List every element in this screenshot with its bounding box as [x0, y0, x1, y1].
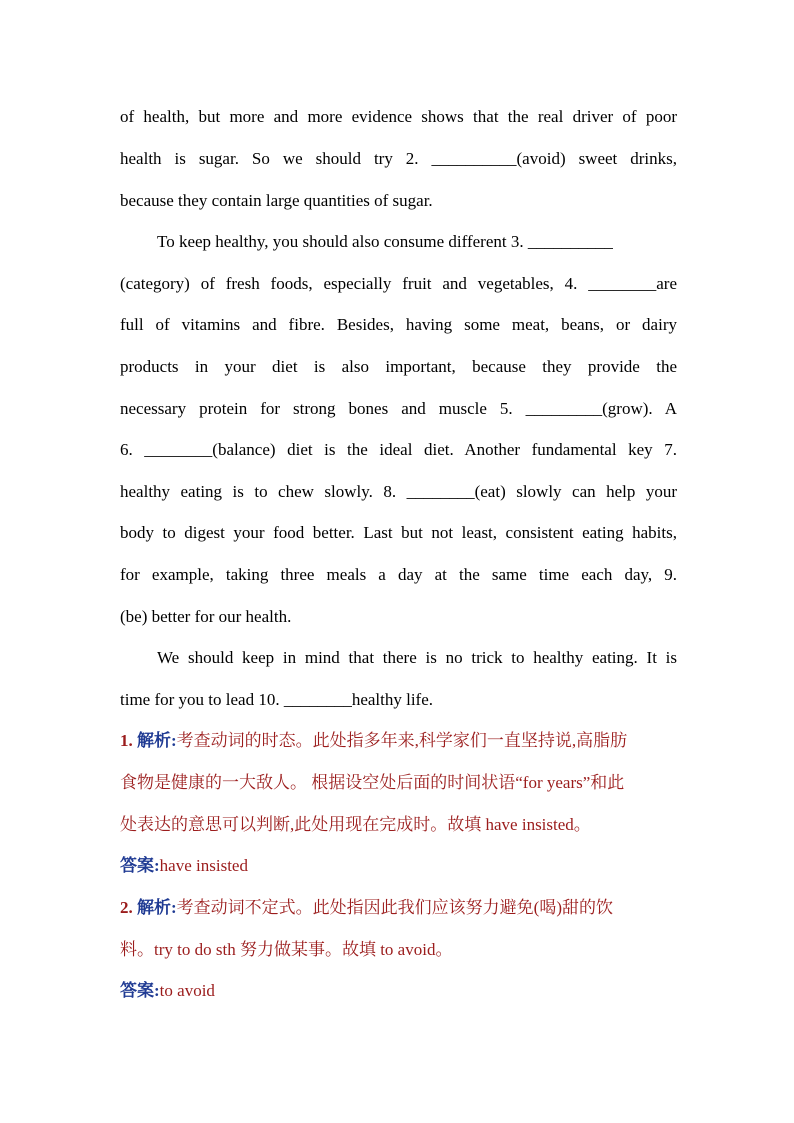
passage-line: We should keep in mind that there is no trick to healthy eating. It is [157, 648, 677, 667]
answer-2 [120, 981, 677, 1001]
passage-line: To keep healthy, you should also consume different 3. __________ [157, 232, 613, 251]
passage-line: products in your diet is also important, because they provide the [120, 357, 677, 376]
passage-line: (be) better for our health. [120, 607, 292, 626]
analysis-item-2 [120, 898, 677, 918]
analysis-line: 料。try to do sth 努力做某事。故填 to avoid。 [120, 940, 453, 959]
passage-line: for example, taking three meals a day at the same time each day, 9. [120, 565, 677, 584]
analysis-text: 考查动词不定式。此处指因此我们应该努力避免(喝)甜的饮 [176, 898, 613, 917]
passage-line: health is sugar. So we should try 2. __________(avoid) sweet drinks, [120, 149, 677, 168]
answer-label: 答案: [120, 981, 160, 1000]
analysis-label: 解析: [137, 731, 177, 750]
analysis-line: 食物是健康的一大敌人。 根据设空处后面的时间状语“for years”和此 [120, 773, 625, 792]
passage-line: body to digest your food better. Last but not least, consistent eating habits, [120, 523, 677, 542]
answer-1 [120, 856, 677, 876]
passage-line: time for you to lead 10. ________healthy life. [120, 690, 434, 709]
passage-line: necessary protein for strong bones and muscle 5. _________(grow). A [120, 399, 677, 418]
passage-line: because they contain large quantities of sugar. [120, 191, 433, 210]
analysis-text: 考查动词的时态。此处指多年来,科学家们一直坚持说,高脂肪 [176, 731, 628, 750]
analysis-number: 1. [120, 731, 133, 750]
answer-text: have insisted [159, 856, 248, 875]
answer-text: to avoid [159, 981, 215, 1000]
passage-line: full of vitamins and fibre. Besides, having some meat, beans, or dairy [120, 315, 677, 334]
analysis-number: 2. [120, 898, 133, 917]
analysis-item-1 [120, 731, 677, 751]
analysis-label: 解析: [137, 898, 177, 917]
analysis-line: 处表达的意思可以判断,此处用现在完成时。故填 have insisted。 [120, 815, 591, 834]
passage-line: of health, but more and more evidence shows that the real driver of poor [120, 107, 677, 126]
passage-line: healthy eating is to chew slowly. 8. ________(eat) slowly can help your [120, 482, 677, 501]
answer-label: 答案: [120, 856, 160, 875]
passage-line: 6. ________(balance) diet is the ideal diet. Another fundamental key 7. [120, 440, 677, 459]
passage-line: (category) of fresh foods, especially fruit and vegetables, 4. ________are [120, 274, 677, 293]
